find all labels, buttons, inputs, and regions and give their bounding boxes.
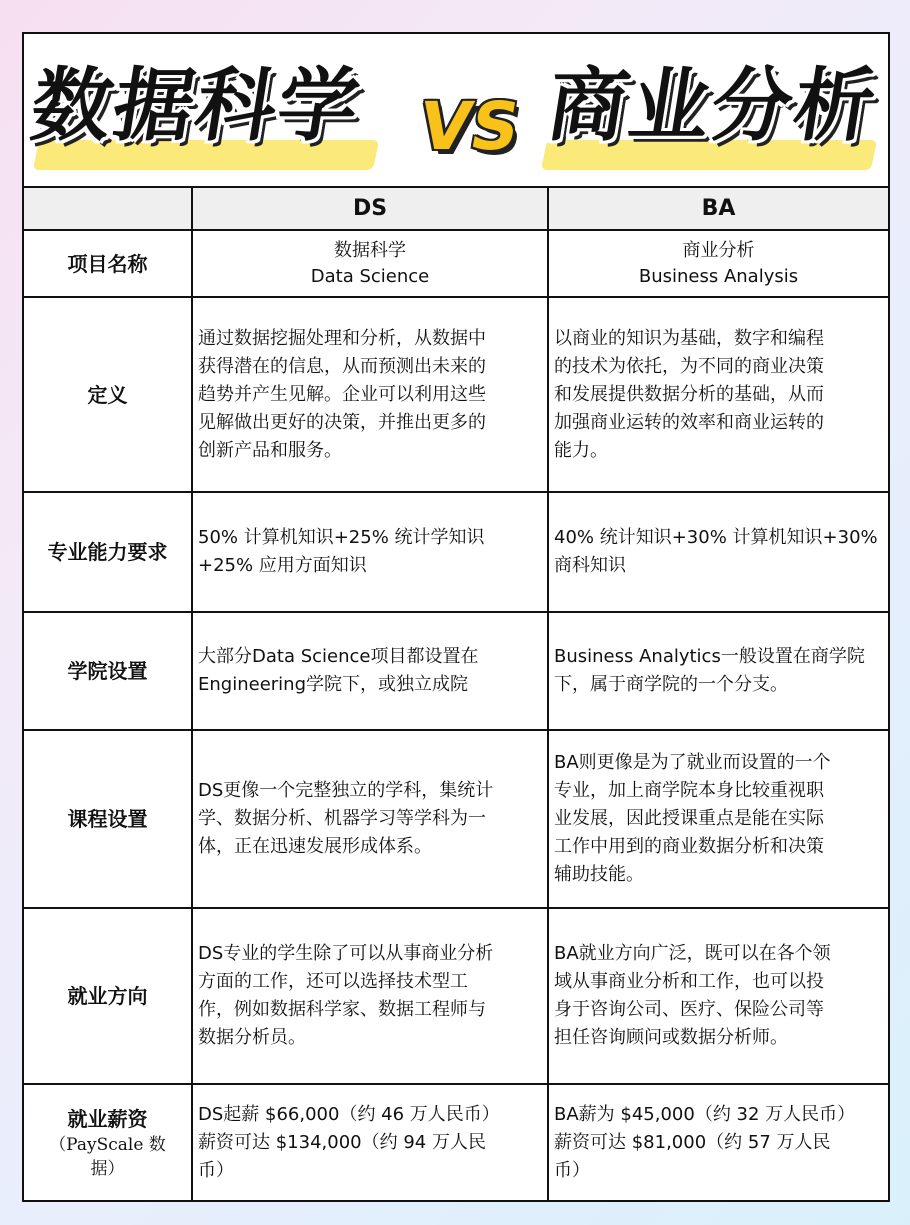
ba-name-en: Business Analysis — [638, 265, 799, 287]
ds-name-en: Data Science — [310, 265, 430, 287]
table-row-definition — [24, 297, 888, 492]
text-line: 担任咨询顾问或数据分析师。 — [554, 1027, 788, 1048]
text-line: 域从事商业分析和工作，也可以投 — [554, 971, 824, 992]
ds-career-cell — [192, 908, 548, 1084]
row-label-career: 就业方向 — [24, 908, 192, 1084]
ds-school-cell — [192, 612, 548, 730]
ds-courses-cell — [192, 730, 548, 908]
text-line: 见解做出更好的决策，并推出更多的 — [198, 411, 486, 433]
text-line: Engineering学院下，或独立成院 — [198, 674, 468, 695]
text-line: 获得潜在的信息，从而预测出未来的 — [198, 355, 486, 377]
text-line: 币） — [198, 1160, 234, 1181]
table-header-row — [24, 188, 888, 230]
row-label-school: 学院设置 — [24, 612, 192, 730]
ds-name-cn: 数据科学 — [334, 239, 406, 261]
text-line: 创新产品和服务。 — [198, 439, 342, 461]
text-line: 作，例如数据科学家、数据工程师与 — [198, 999, 486, 1020]
text-line: DS起薪 $66,000（约 46 万人民币） — [198, 1104, 500, 1125]
ba-courses-cell — [548, 730, 888, 908]
row-label-name: 项目名称 — [24, 230, 192, 297]
text-line: BA则更像是为了就业而设置的一个 — [554, 752, 831, 773]
row-label-courses: 课程设置 — [24, 730, 192, 908]
text-line: 和发展提供数据分析的基础，从而 — [554, 383, 824, 405]
text-line: 币） — [554, 1160, 590, 1181]
text-line: 方面的工作，还可以选择技术型工 — [198, 971, 468, 992]
table-row-career — [24, 908, 888, 1084]
text-line: 数据分析员。 — [198, 1027, 306, 1048]
salary-source-note: 据） — [90, 1159, 125, 1179]
row-label-salary-cell — [24, 1084, 192, 1201]
ds-salary-cell — [192, 1084, 548, 1201]
text-line: DS专业的学生除了可以从事商业分析 — [198, 943, 494, 964]
ds-skills-cell — [192, 492, 548, 612]
table-row-salary — [24, 1084, 888, 1201]
salary-source-note: （PayScale 数 — [49, 1135, 166, 1155]
comparison-card — [22, 32, 890, 1202]
title-business-analysis: 商业分析 — [540, 59, 884, 152]
table-row-school — [24, 612, 888, 730]
ds-definition-cell — [192, 297, 548, 492]
ba-name-cn: 商业分析 — [682, 239, 755, 261]
row-label-skills: 专业能力要求 — [24, 492, 192, 612]
header-ds: DS — [192, 188, 548, 230]
table-row-courses — [24, 730, 888, 908]
text-line: Business Analytics一般设置在商学院 — [554, 646, 865, 667]
row-label-definition: 定义 — [24, 297, 192, 492]
table-row-skills — [24, 492, 888, 612]
title-vs: VS — [413, 88, 526, 165]
ba-career-cell — [548, 908, 888, 1084]
header-blank-cell — [24, 188, 192, 230]
text-line: 以商业的知识为基础，数字和编程 — [554, 327, 824, 349]
text-line: 40% 统计知识+30% 计算机知识+30% — [554, 527, 878, 548]
row-label-salary: 就业薪资 — [67, 1107, 148, 1131]
ba-salary-cell — [548, 1084, 888, 1201]
ba-definition-cell — [548, 297, 888, 492]
text-line: 下，属于商学院的一个分支。 — [554, 674, 788, 695]
text-line: 业发展，因此授课重点是能在实际 — [554, 808, 824, 829]
title-banner — [24, 34, 888, 188]
text-line: 能力。 — [554, 439, 608, 461]
text-line: BA就业方向广泛，既可以在各个领 — [554, 943, 831, 964]
text-line: BA薪为 $45,000（约 32 万人民币） — [554, 1104, 856, 1125]
ba-name-cell — [548, 230, 888, 297]
text-line: 薪资可达 $81,000（约 57 万人民 — [554, 1132, 831, 1153]
table-row-name — [24, 230, 888, 297]
text-line: 50% 计算机知识+25% 统计学知识 — [198, 527, 485, 548]
text-line: 薪资可达 $134,000（约 94 万人民 — [198, 1132, 486, 1153]
text-line: 身于咨询公司、医疗、保险公司等 — [554, 999, 824, 1020]
text-line: 加强商业运转的效率和商业运转的 — [554, 411, 824, 433]
text-line: 通过数据挖掘处理和分析，从数据中 — [198, 327, 486, 349]
text-line: 工作中用到的商业数据分析和决策 — [554, 836, 824, 857]
ba-skills-cell — [548, 492, 888, 612]
title-data-science: 数据科学 — [24, 59, 368, 152]
text-line: 商科知识 — [554, 555, 626, 576]
text-line: 趋势并产生见解。企业可以利用这些 — [198, 383, 486, 405]
text-line: 大部分Data Science项目都设置在 — [198, 646, 479, 667]
text-line: 的技术为依托，为不同的商业决策 — [554, 355, 824, 377]
text-line: DS更像一个完整独立的学科，集统计 — [198, 780, 494, 801]
header-ba: BA — [548, 188, 888, 230]
text-line: 体，正在迅速发展形成体系。 — [198, 836, 432, 857]
comparison-table — [24, 188, 888, 1201]
ds-name-cell — [192, 230, 548, 297]
text-line: +25% 应用方面知识 — [198, 555, 367, 576]
text-line: 专业，加上商学院本身比较重视职 — [554, 780, 824, 801]
text-line: 学、数据分析、机器学习等学科为一 — [198, 808, 486, 829]
ba-school-cell — [548, 612, 888, 730]
text-line: 辅助技能。 — [554, 864, 644, 885]
